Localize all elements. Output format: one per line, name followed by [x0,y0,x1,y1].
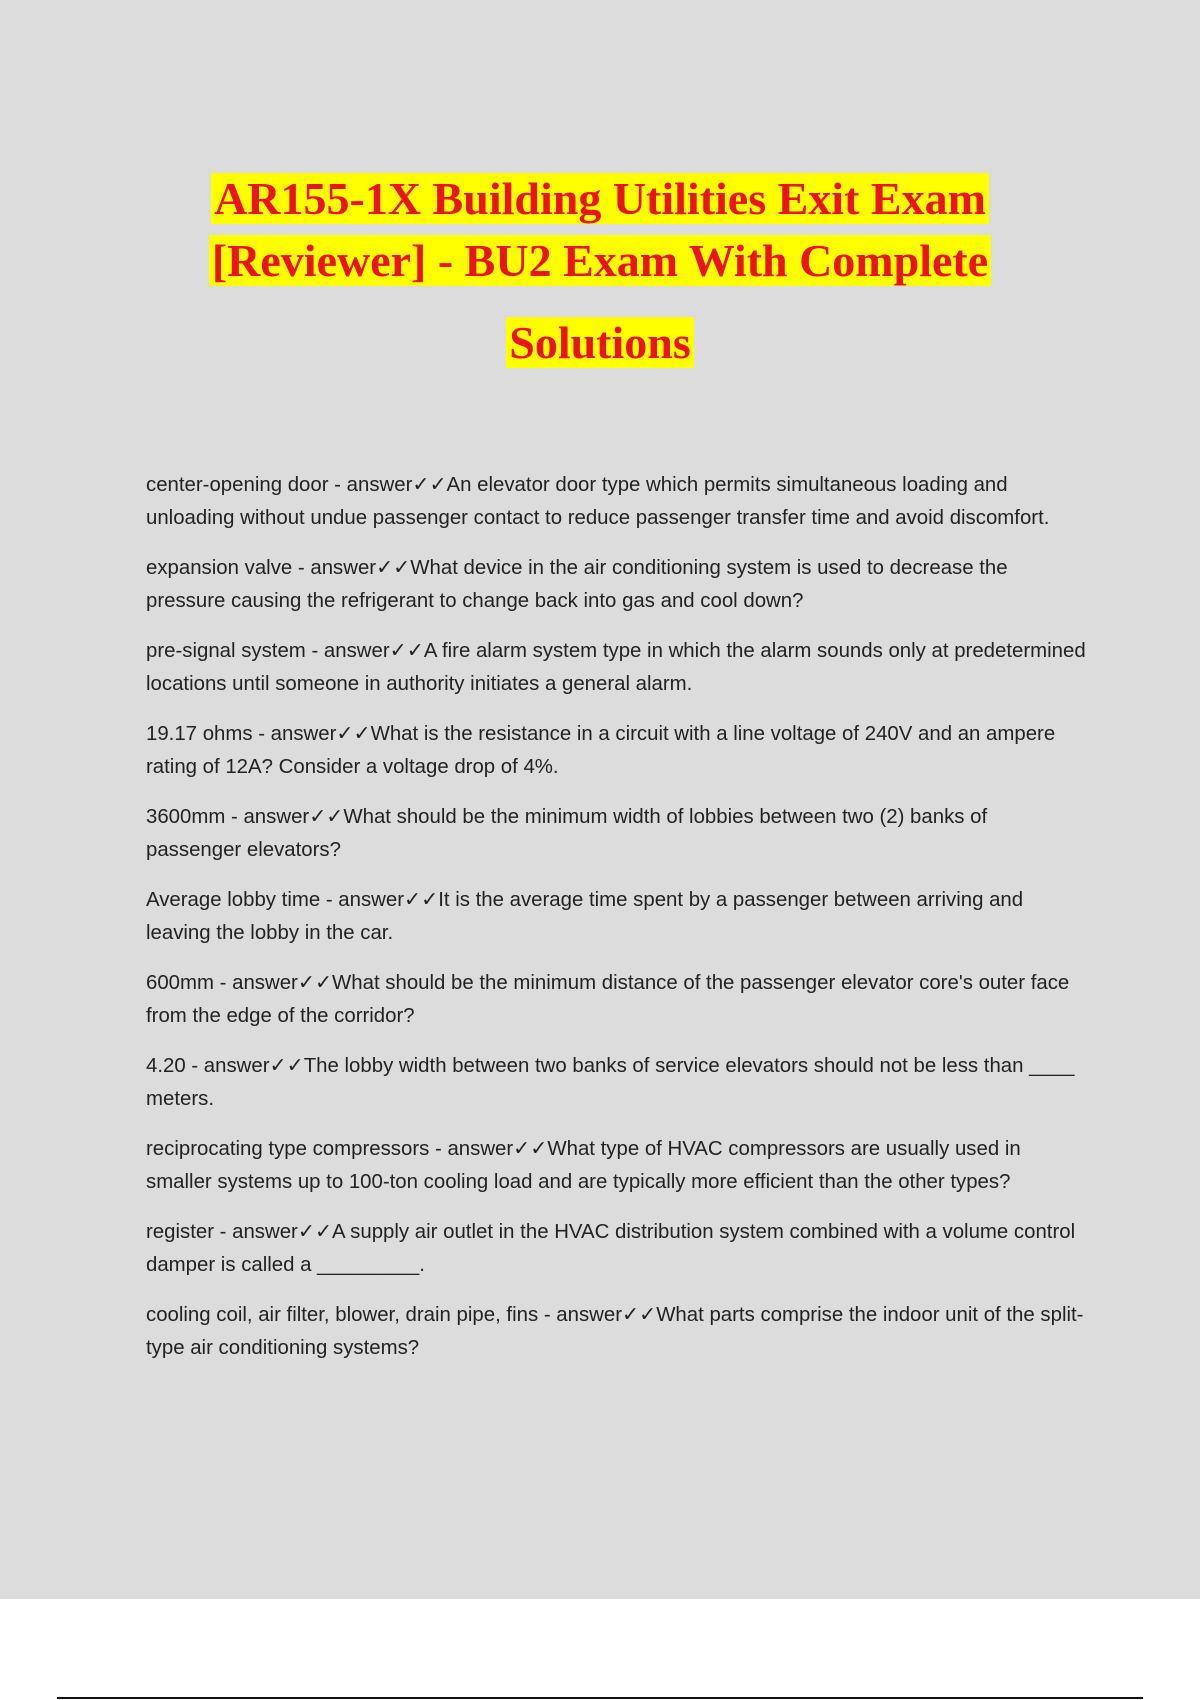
qa-term: 19.17 ohms [146,723,253,745]
qa-term: cooling coil, air filter, blower, drain pipe, fins [146,1304,539,1326]
qa-separator: - answer✓✓ [305,640,424,662]
qa-separator: - answer✓✓ [538,1304,657,1326]
title-line-3-text: Solutions [506,317,694,368]
qa-separator: - answer✓✓ [328,474,447,496]
document-title [0,168,1200,374]
qa-item [146,1050,1086,1115]
qa-separator: - answer✓✓ [252,723,371,745]
qa-text: It is the average time spent by a passenger between arriving and leaving the lobby in the car. [146,889,1024,944]
qa-item [146,552,1086,617]
qa-term: center-opening door [146,474,329,496]
qa-item [146,967,1086,1032]
qa-text: What should be the minimum width of lobbies between two (2) banks of passenger elevators? [146,806,988,861]
qa-item [146,884,1086,949]
qa-separator: - answer✓✓ [225,806,344,828]
qa-text: An elevator door type which permits simultaneous loading and unloading without undue passenger contact to reduce passenger transfer time and avoid discomfort. [146,474,1050,529]
qa-item [146,1216,1086,1281]
qa-term: pre-signal system [146,640,306,662]
qa-separator: - answer✓✓ [185,1055,304,1077]
qa-term: 3600mm [146,806,226,828]
qa-term: Average lobby time [146,889,321,911]
qa-item [146,1299,1086,1364]
qa-item [146,635,1086,700]
qa-item [146,1133,1086,1198]
qa-text: What type of HVAC compressors are usually used in smaller systems up to 100-ton cooling load and are typically more efficient than the other types? [146,1138,1021,1193]
qa-text: What device in the air conditioning system is used to decrease the pressure causing the refrigerant to change back into gas and cool down? [146,557,1008,612]
qa-term: 4.20 [146,1055,186,1077]
title-line-1-text: AR155-1X Building Utilities Exit Exam [211,173,989,224]
title-line-2-text: [Reviewer] - BU2 Exam With Complete [209,235,991,286]
qa-text: What parts comprise the indoor unit of the split-type air conditioning systems? [146,1304,1084,1359]
qa-item [146,469,1086,534]
qa-separator: - answer✓✓ [214,1221,333,1243]
qa-text: What should be the minimum distance of the passenger elevator core's outer face from the edge of the corridor? [146,972,1070,1027]
title-line-2 [0,230,1200,292]
qa-term: reciprocating type compressors [146,1138,430,1160]
qa-term: register [146,1221,214,1243]
qa-item [146,718,1086,783]
footer-divider [57,1697,1143,1699]
qa-separator: - answer✓✓ [320,889,439,911]
qa-text: A supply air outlet in the HVAC distribution system combined with a volume control damper is called a _________. [146,1221,1076,1276]
title-line-1 [0,168,1200,230]
qa-separator: - answer✓✓ [214,972,333,994]
qa-separator: - answer✓✓ [429,1138,548,1160]
qa-text: The lobby width between two banks of service elevators should not be less than ____ meters. [146,1055,1075,1110]
qa-term: expansion valve [146,557,293,579]
qa-text: What is the resistance in a circuit with a line voltage of 240V and an ampere rating of 12A? Consider a voltage drop of 4%. [146,723,1056,778]
question-answer-list [146,469,1086,1382]
qa-term: 600mm [146,972,214,994]
title-line-3 [0,312,1200,374]
qa-text: A fire alarm system type in which the alarm sounds only at predetermined locations until someone in authority initiates a general alarm. [146,640,1086,695]
qa-item [146,801,1086,866]
qa-separator: - answer✓✓ [292,557,411,579]
